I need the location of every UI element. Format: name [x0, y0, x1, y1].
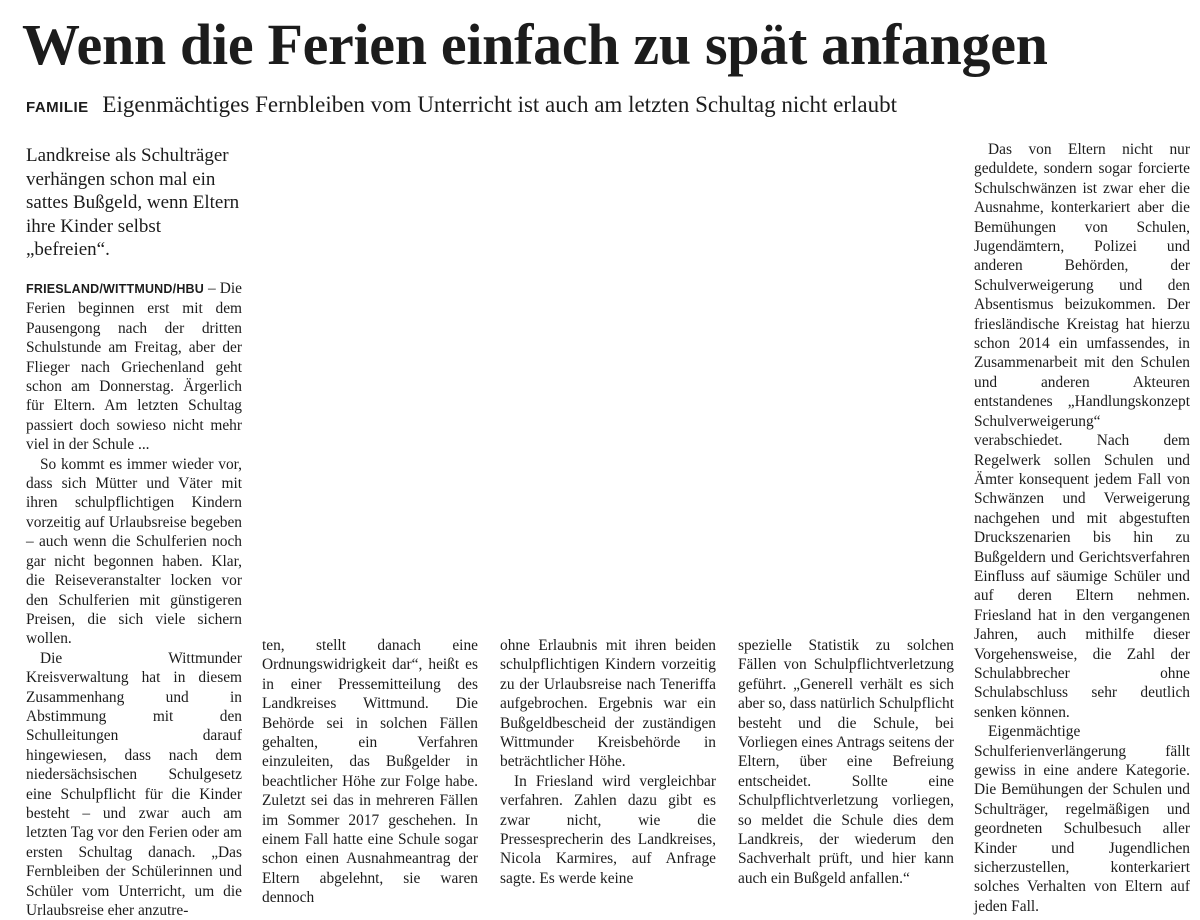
article-column-4	[738, 636, 954, 888]
paragraph: In Friesland wird vergleichbar verfahren. Zahlen dazu gibt es zwar nicht, wie die Pressesprecherin des Landkreises, Nicola Karmires, auf Anfrage sagte. Es werde keine	[500, 772, 716, 887]
kicker: FAMILIE	[26, 99, 89, 116]
paragraph: Die Wittmunder Kreisverwaltung hat in diesem Zusammenhang und in Abstimmung mit den Schulleitungen darauf hingewiesen, dass nach dem niedersächsischen Schulgesetz eine Schulpflicht für die Kinder besteht – und zwar auch am letzten Tag vor den Ferien oder am ersten Schultag danach. „Das Fernbleiben der Schülerinnen und Schüler vom Unterricht, um die Urlaubsreise eher anzutre-	[26, 649, 242, 919]
author: /HBU	[172, 282, 204, 296]
paragraph: Eigenmächtige Schulferienverlängerung fällt gewiss in eine andere Kategorie. Die Bemühungen der Schulen und Schulträger, regelmäßigen und geordneten Schulbesuch aller Kinder und Jugendlichen sicherzustellen, konterkariert solches Verhalten von Eltern auf jeden Fall.	[974, 723, 1190, 915]
article-column-1	[26, 279, 242, 920]
dateline: FRIESLAND/WITTMUND	[26, 282, 173, 296]
headline: Wenn die Ferien einfach zu spät anfangen	[22, 12, 1048, 77]
paragraph-text: – Die Ferien beginnen erst mit dem Pausengong nach der dritten Schulstunde am Freitag, aber der Flieger nach Griechenland geht schon am Donnerstag. Ärgerlich für Eltern. Am letzten Schultag passiert doch sowieso nicht mehr viel in der Schule ...	[26, 280, 242, 454]
article-column-5	[974, 140, 1190, 916]
subheadline: Eigenmächtiges Fernbleiben vom Unterricht ist auch am letzten Schultag nicht erlaubt	[102, 92, 897, 117]
paragraph: Das von Eltern nicht nur geduldete, sondern sogar forcierte Schulschwänzen ist zwar eher die Ausnahme, konterkariert aber die Bemühungen von Schulen, Jugendämtern, Polizei und anderen Behörden, der Schulverweigerung und den Absentismus beizukommen. Der friesländische Kreistag hat hierzu schon 2014 ein umfassendes, in Zusammenarbeit mit den Schulen und anderen Akteuren entstandenes „Handlungskonzept Schulverweigerung“ verabschiedet. Nach dem Regelwerk sollen Schulen und Ämter konsequent jedem Fall von Schwänzen und Verweigerung nachgehen und mit abgestuften Druckszenarien bis hin zu Bußgeldern und Gerichtsverfahren Einfluss auf säumige Schüler und auf deren Eltern nehmen. Friesland hat in den vergangenen Jahren, auch mithilfe dieser Vorgehensweise, die Zahl der Schulabbrecher ohne Schulabschluss sehr deutlich senken können.	[974, 141, 1190, 721]
article-column-2	[262, 636, 478, 908]
paragraph: ohne Erlaubnis mit ihren beiden schulpflichtigen Kindern vorzeitig zu der Urlaubsreise nach Teneriffa aufgebrochen. Ergebnis war ein Bußgeldbescheid der zuständigen Wittmunder Kreisbehörde in beträchtlicher Höhe.	[500, 637, 716, 771]
paragraph: ten, stellt danach eine Ordnungswidrigkeit dar“, heißt es in einer Pressemitteilung des Landkreises Wittmund. Die Behörde sei in solchen Fällen gehalten, ein Verfahren einzuleiten, das Bußgelder in beachtlicher Höhe zur Folge habe. Zuletzt sei das in mehreren Fällen im Sommer 2017 geschehen. In einem Fall hatte eine Schule sogar schon einen Ausnahmeantrag der Eltern abgelehnt, sie waren dennoch	[262, 637, 478, 907]
paragraph: spezielle Statistik zu solchen Fällen von Schulpflichtverletzung geführt. „Generell verhält es sich aber so, dass natürlich Schulpflicht besteht und die Schule, bei Vorliegen eines Antrags seitens der Eltern, über eine Befreiung entscheidet. Sollte eine Schulpflichtverletzung vorliegen, so meldet die Schule dies dem Landkreis, der wiederum den Sachverhalt prüft, und hier kann auch ein Bußgeld anfallen.“	[738, 637, 954, 887]
paragraph	[26, 279, 242, 455]
subheadline-row	[26, 90, 1196, 123]
teaser: Landkreise als Schulträger verhängen schon mal ein sattes Bußgeld, wenn Eltern ihre Kinder selbst „befreien“.	[26, 145, 240, 260]
paragraph: So kommt es immer wieder vor, dass sich Mütter und Väter mit ihren schulpflichtigen Kindern vorzeitig auf Urlaubsreise begeben – auch wenn die Schulferien noch gar nicht begonnen haben. Klar, die Reiseveranstalter locken vor den Schulferien mit günstigeren Preisen, die sich viele sichern wollen.	[26, 455, 242, 648]
article-column-3	[500, 636, 716, 888]
